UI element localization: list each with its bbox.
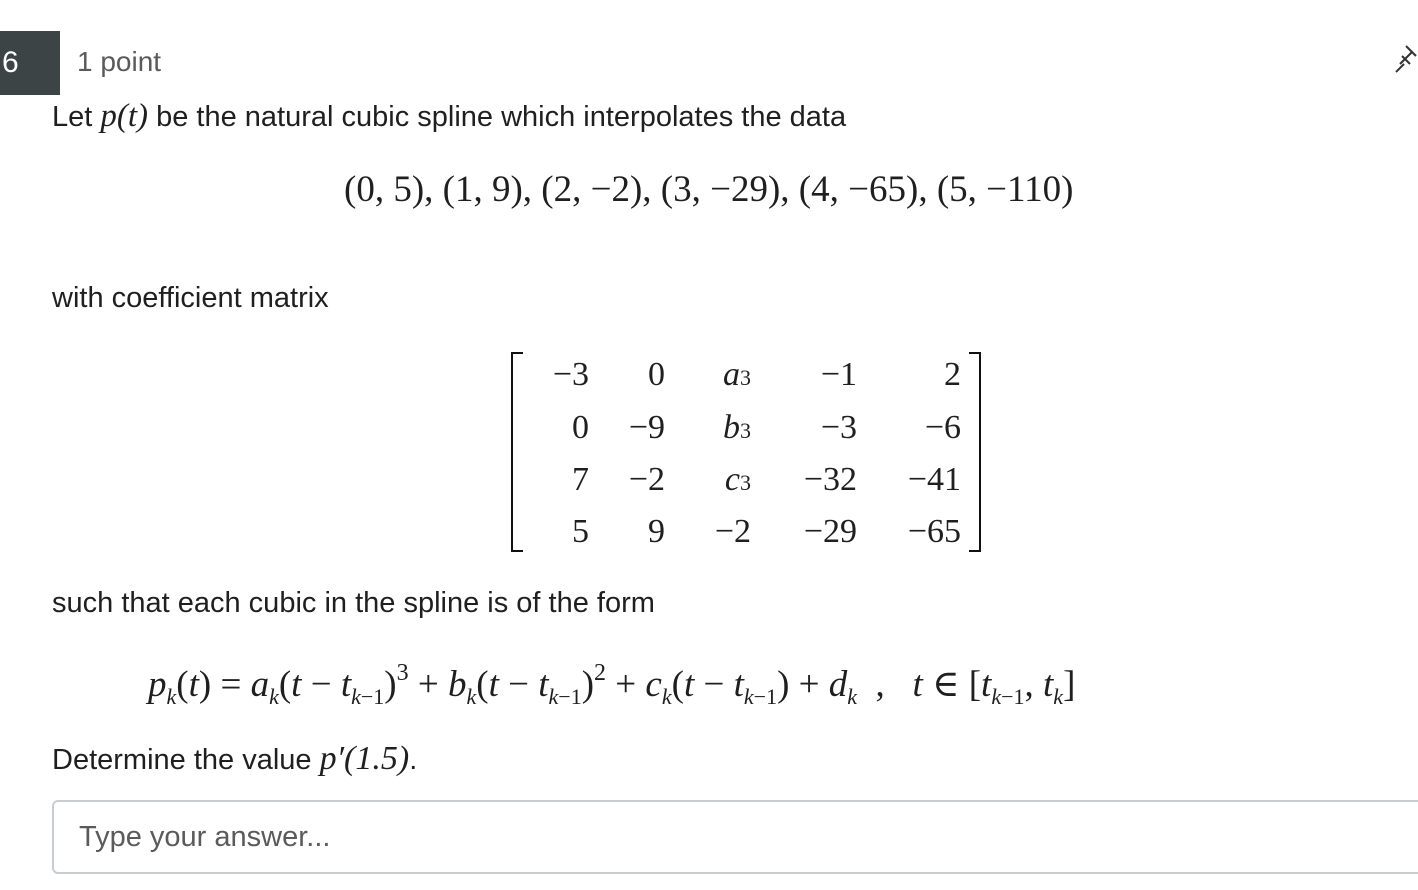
- matrix-cell: −9: [628, 409, 665, 446]
- answer-input[interactable]: [52, 800, 1418, 874]
- pin-icon[interactable]: [1394, 42, 1418, 78]
- determine-suffix: .: [409, 744, 418, 776]
- determine-prefix: Determine the value: [52, 744, 320, 776]
- matrix-cell-b3: b3: [723, 409, 751, 446]
- matrix-cell: −29: [803, 513, 857, 550]
- matrix-cell: 0: [648, 356, 665, 393]
- intro-suffix: be the natural cubic spline which interpolates the data: [148, 101, 847, 133]
- matrix-cell: 7: [572, 461, 589, 498]
- spline-formula: $p_k(t) = a_k(t - t_{k-1})^3 + b_k(t - t_{k-1})^2 + c_k(t - t_{k-1}) + d_k$ , t ∈ [$t_{k-1}$, $t_k$]: [148, 660, 1076, 709]
- form-intro: such that each cubic in the spline is of the form: [52, 587, 655, 619]
- matrix-cell: −1: [820, 356, 857, 393]
- data-points: (0, 5), (1, 9), (2, −2), (3, −29), (4, −65), (5, −110): [344, 169, 1074, 210]
- matrix-cell: −65: [907, 513, 961, 550]
- matrix-cell: −3: [820, 409, 857, 446]
- intro-text: [52, 98, 846, 135]
- matrix-cell-c3: c3: [724, 461, 751, 498]
- coefficient-matrix: [511, 352, 981, 550]
- matrix-left-bracket: [511, 352, 523, 552]
- matrix-cell: 0: [572, 409, 589, 446]
- matrix-cell: −41: [907, 461, 961, 498]
- matrix-cell: −6: [924, 409, 961, 446]
- matrix-right-bracket: [969, 352, 981, 552]
- determine-text: [52, 740, 417, 778]
- intro-prefix: Let: [52, 101, 101, 133]
- matrix-cell: −32: [803, 461, 857, 498]
- matrix-cell: 2: [944, 356, 961, 393]
- matrix-intro: with coefficient matrix: [52, 282, 329, 314]
- question-points: 1 point: [77, 46, 162, 77]
- matrix-cell: 5: [572, 513, 589, 550]
- matrix-cell-a3: a3: [723, 356, 751, 393]
- matrix-cell: −3: [552, 356, 589, 393]
- matrix-cell: −2: [628, 461, 665, 498]
- intro-function: p(t): [100, 98, 149, 134]
- matrix-cell: 9: [648, 513, 665, 550]
- matrix-cell: −2: [714, 513, 751, 550]
- determine-expression: p′(1.5): [319, 740, 410, 777]
- question-number: 6: [0, 31, 60, 95]
